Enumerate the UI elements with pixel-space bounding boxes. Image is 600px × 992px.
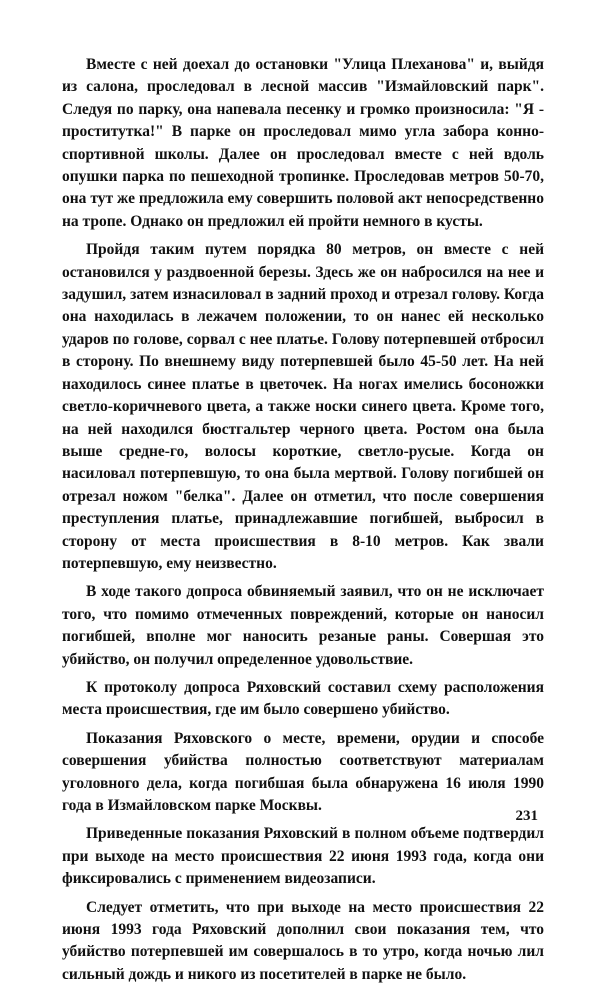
body-text bbox=[62, 54, 544, 992]
paragraph-5: Показания Ряховского о месте, времени, орудии и способе совершения убийства полностью соответствуют материалам уголовного дела, когда погибшая была обнаружена 16 июля 1990 года в Измайловском парке Москвы. bbox=[62, 729, 544, 814]
paragraph-7: Следует отметить, что при выходе на место происшествия 22 июня 1993 года Ряховский дополнил свои показания тем, что убийство потерпевшей им совершалось в то утро, когда ночью лил сильный дождь и никого из посетителей в парке не было. bbox=[62, 898, 544, 983]
paragraph-1: Вместе с ней доехал до остановки "Улица Плеханова" и, выйдя из салона, проследовал в лесной массив "Измайловский парк". Следуя по парку, она напевала песенку и громко произносила: "Я - проститутка!" В парке он проследовал мимо угла забора конно-спортивной школы. Далее он проследовал вместе с ней вдоль опушки парка по пешеходной тропинке. Проследовав метров 50-70, она тут же предложила ему совершить половой акт непосредственно на тропе. Однако он предложил ей пройти немного в кусты. bbox=[62, 56, 544, 230]
paragraph-4: К протоколу допроса Ряховский составил схему расположения места происшествия, где им было совершено убийство. bbox=[62, 678, 544, 719]
paragraph-2: Пройдя таким путем порядка 80 метров, он вместе с ней остановился у раздвоенной березы. Здесь же он набросился на нее и задушил, затем изнасиловал в задний проход и отрезал голову. Когда она находилась в лежачем положении, то он нанес ей несколько ударов по голове, сорвал с нее платье. Голову потерпевшей отбросил в сторону. По внешнему виду потерпевшей было 45-50 лет. На ней находилось синее платье в цветочек. На ногах имелись босоножки светло-коричневого цвета, а также носки синего цвета. Кроме того, на ней находился бюстгальтер черного цвета. Ростом она была выше средне-го, волосы короткие, светло-русые. Когда он насиловал потерпевшую, то она была мертвой. Голову погибшей он отрезал ножом "белка". Далее он отметил, что после совершения преступления платье, принадлежавшие погибшей, выбросил в сторону от места происшествия в 8-10 метров. Как звали потерпевшую, ему неизвестно. bbox=[62, 241, 544, 572]
page-number: 231 bbox=[515, 808, 538, 824]
paragraph-3: В ходе такого допроса обвиняемый заявил, что он не исключает того, что помимо отмеченных повреждений, которые он наносил погибшей, вполне мог наносить резаные раны. Совершая это убийство, он получил определенное удовольствие. bbox=[62, 583, 544, 668]
paragraph-6: Приведенные показания Ряховский в полном объеме подтвердил при выходе на место происшествия 22 июня 1993 года, когда они фиксировались с применением видеозаписи. bbox=[62, 825, 544, 888]
